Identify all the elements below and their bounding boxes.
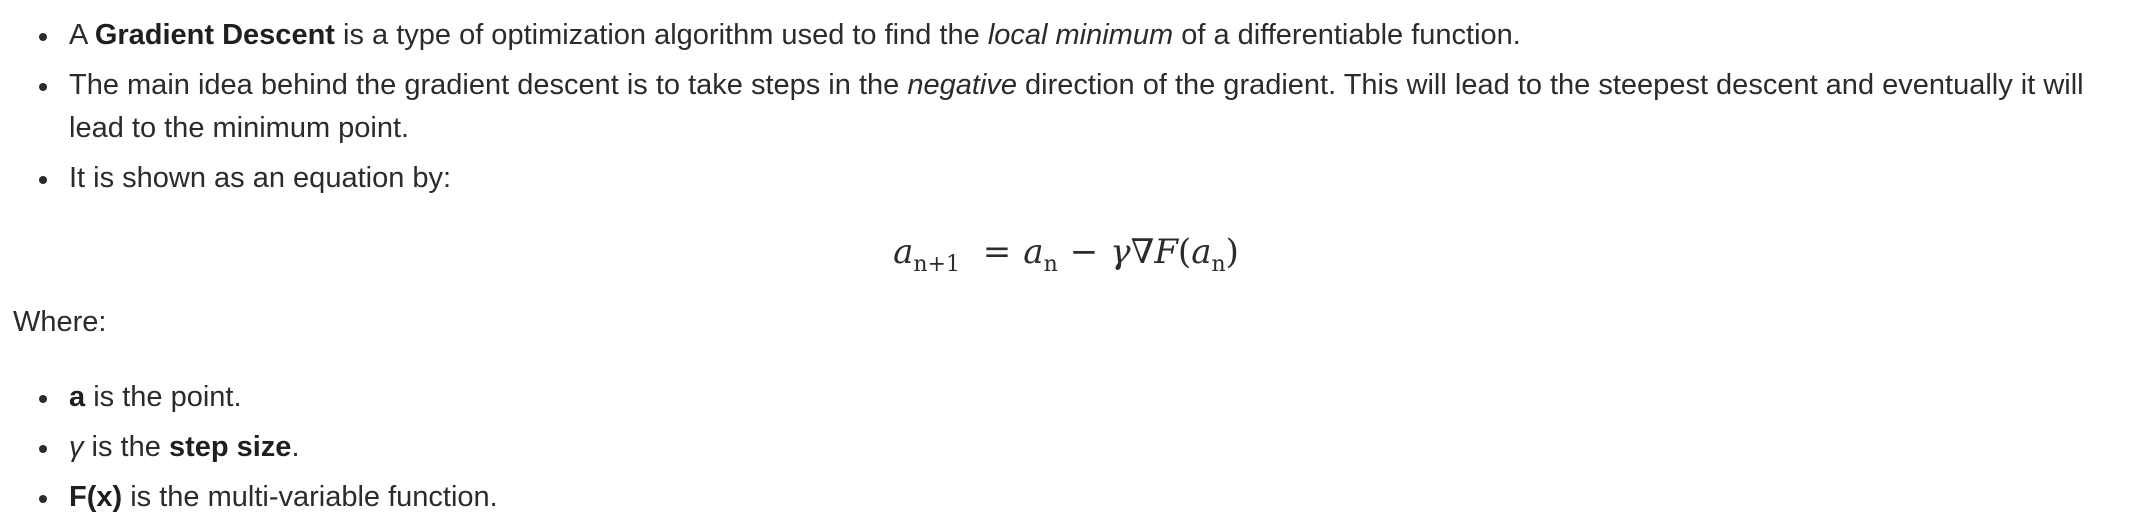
text: is the multi-variable function. [122,481,498,513]
bullet-dot [39,395,47,403]
intro-bullet-list [0,14,2110,207]
bullet-dot [39,33,47,41]
text: is a type of optimization algorithm used to find the [334,19,988,51]
definition-function [0,476,1000,519]
eq-rhs-sub: n [1043,252,1058,277]
text: is the point. [85,381,242,413]
text: A [69,19,95,51]
where-label: Where: [13,306,107,338]
eq-equals: = [982,232,1012,272]
bullet-dot [39,83,47,91]
text: The main idea behind the gradient descent is to take steps in the [69,69,908,101]
bullet-dot [39,176,47,184]
bullet-definition [0,14,2110,57]
text: of a differentiable function. [1173,19,1521,51]
term-gradient-descent: Gradient Descent [94,19,335,51]
emphasis-negative: negative [907,69,1017,101]
eq-arg-sub: n [1211,252,1226,277]
bullet-dot [39,445,47,453]
text: It is shown as an equation by: [69,162,452,194]
eq-minus: − [1069,232,1099,272]
eq-func: F [1154,232,1178,272]
gradient-descent-equation [0,226,2132,278]
bullet-equation-intro [0,157,2110,200]
term-fx: F(x) [69,481,123,513]
eq-nabla: ∇ [1130,232,1155,272]
definition-bullet-list [0,376,1000,526]
bullet-dot [39,495,47,503]
definition-step-size [0,426,1000,469]
eq-lhs-sub: n+1 [913,252,960,277]
emphasis-local-minimum: local minimum [987,19,1174,51]
definition-point [0,376,1000,419]
term-step-size: step size [168,431,292,463]
term-gamma: γ [69,431,84,463]
text: direction of the gradient. This will lead to the steepest descent and eventually it will lead to the minimum point. [69,69,2084,144]
eq-rhs-var: a [1023,232,1044,272]
bullet-main-idea [0,64,2109,150]
text: is the [83,431,169,463]
text: . [291,431,300,463]
eq-close-paren: ) [1225,232,1239,272]
eq-lhs-var: a [893,232,914,272]
eq-gamma: γ [1110,232,1131,272]
term-a: a [69,381,86,413]
eq-open-paren: ( [1177,232,1192,272]
eq-arg-var: a [1191,232,1212,272]
